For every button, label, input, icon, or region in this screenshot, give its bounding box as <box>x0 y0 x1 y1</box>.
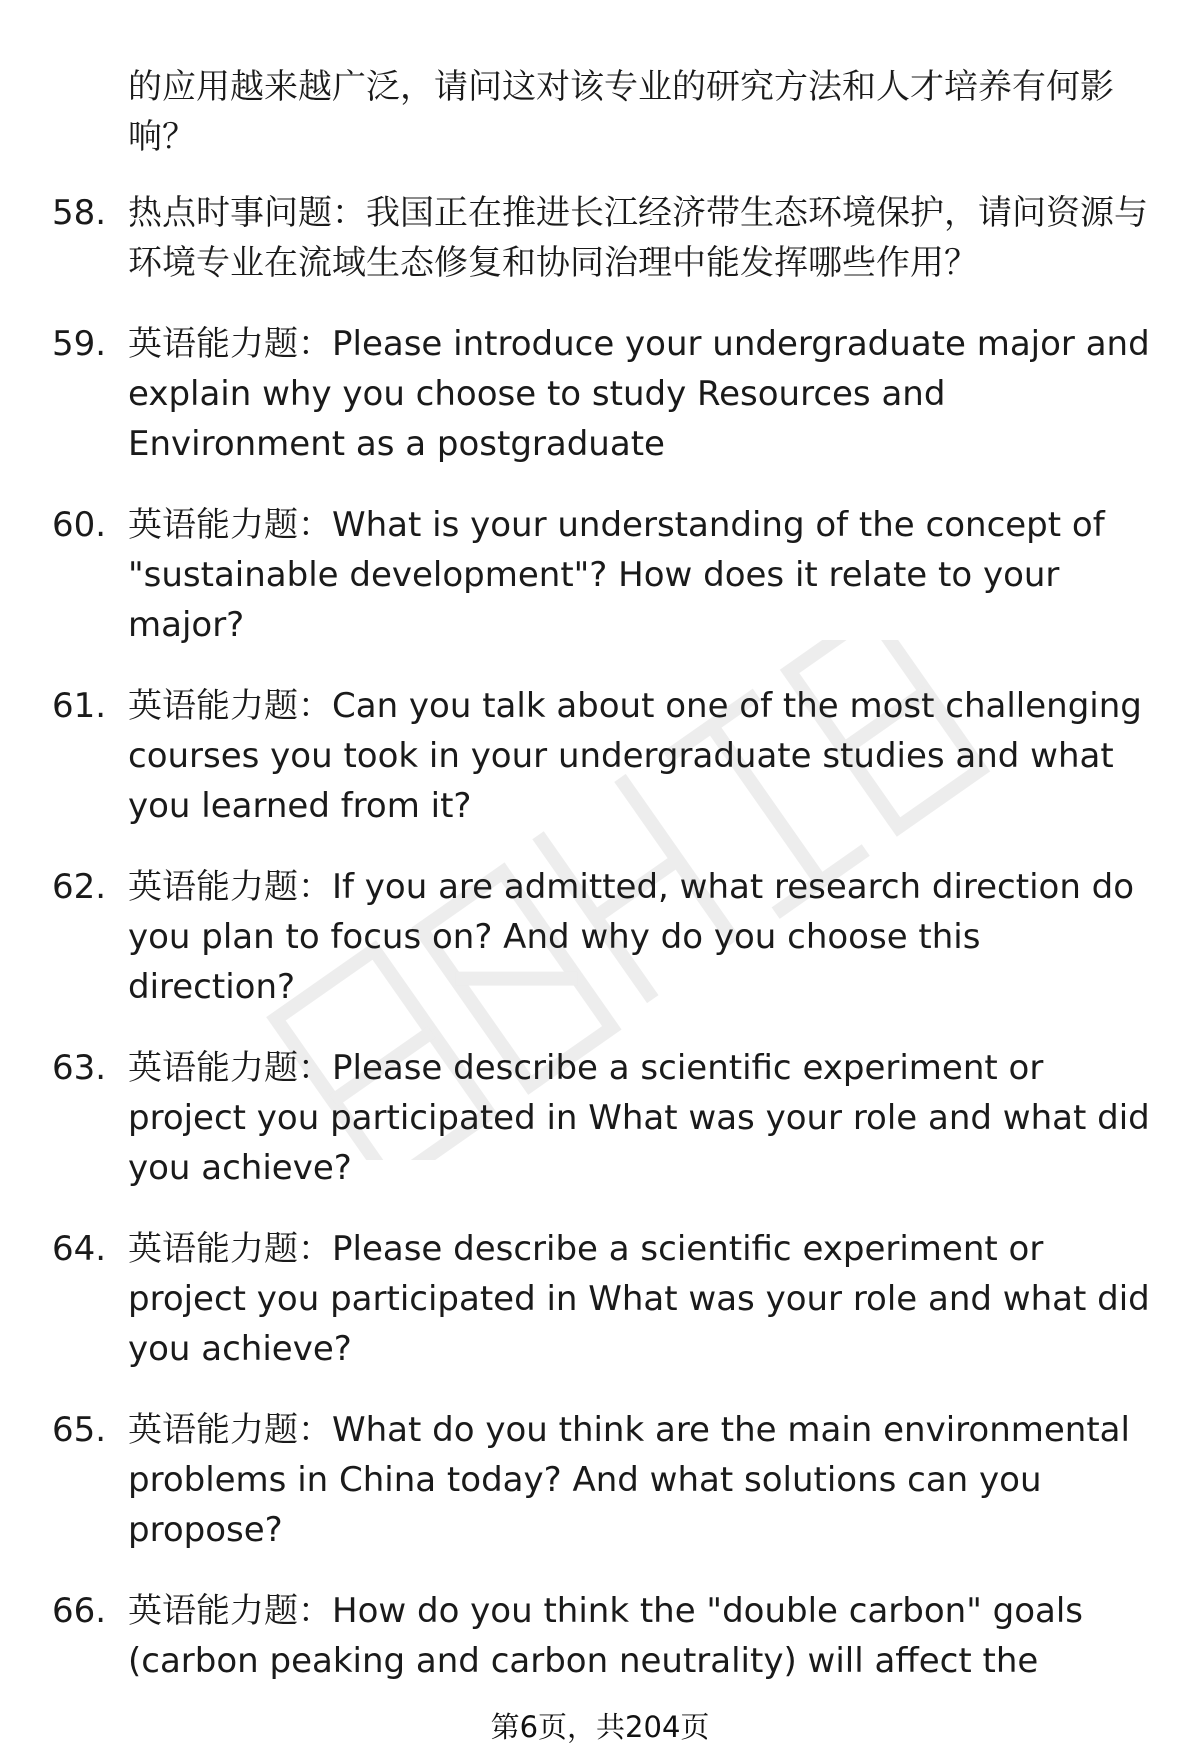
question-number: 59. <box>52 324 107 364</box>
question-number: 65. <box>52 1410 107 1450</box>
question-text: 英语能力题：Please introduce your undergraduate major and explain why you choose to study Resources and Environment as a postgraduate <box>128 324 1150 464</box>
list-item <box>0 188 1200 288</box>
question-text: 英语能力题：How do you think the "double carbon" goals (carbon peaking and carbon neutrality) will affect the <box>128 1591 1084 1681</box>
list-item <box>0 862 1200 1012</box>
question-list <box>0 188 1200 1717</box>
list-item <box>0 1405 1200 1555</box>
continued-question-text: 的应用越来越广泛，请问这对该专业的研究方法和人才培养有何影响？ <box>128 67 1114 157</box>
list-item <box>0 319 1200 469</box>
question-text: 英语能力题：Please describe a scientific experiment or project you participated in What was your role and what did you achieve? <box>128 1048 1150 1188</box>
question-text: 热点时事问题：我国正在推进长江经济带生态环境保护，请问资源与环境专业在流域生态修复和协同治理中能发挥哪些作用？ <box>128 193 1148 283</box>
list-item <box>0 681 1200 831</box>
question-number: 63. <box>52 1048 107 1088</box>
question-number: 61. <box>52 686 107 726</box>
question-number: 62. <box>52 867 107 907</box>
question-number: 64. <box>52 1229 107 1269</box>
question-number: 60. <box>52 505 107 545</box>
question-text: 英语能力题：If you are admitted, what research direction do you plan to focus on? And why do you choose this direction? <box>128 867 1135 1007</box>
list-item <box>0 1586 1200 1686</box>
list-item <box>0 500 1200 650</box>
question-number: 58. <box>52 193 107 233</box>
question-text: 英语能力题：Please describe a scientific experiment or project you participated in What was your role and what did you achieve? <box>128 1229 1150 1369</box>
question-number: 66. <box>52 1591 107 1631</box>
list-item <box>0 1043 1200 1193</box>
page-footer: 第6页，共204页 <box>490 1710 710 1744</box>
list-item <box>0 1224 1200 1374</box>
question-text: 英语能力题：Can you talk about one of the most challenging courses you took in your undergraduate studies and what you learned from it? <box>128 686 1142 826</box>
question-text: 英语能力题：What do you think are the main environmental problems in China today? And what solutions can you propose? <box>128 1410 1130 1550</box>
question-text: 英语能力题：What is your understanding of the concept of "sustainable development"? How does it relate to your major? <box>128 505 1105 645</box>
